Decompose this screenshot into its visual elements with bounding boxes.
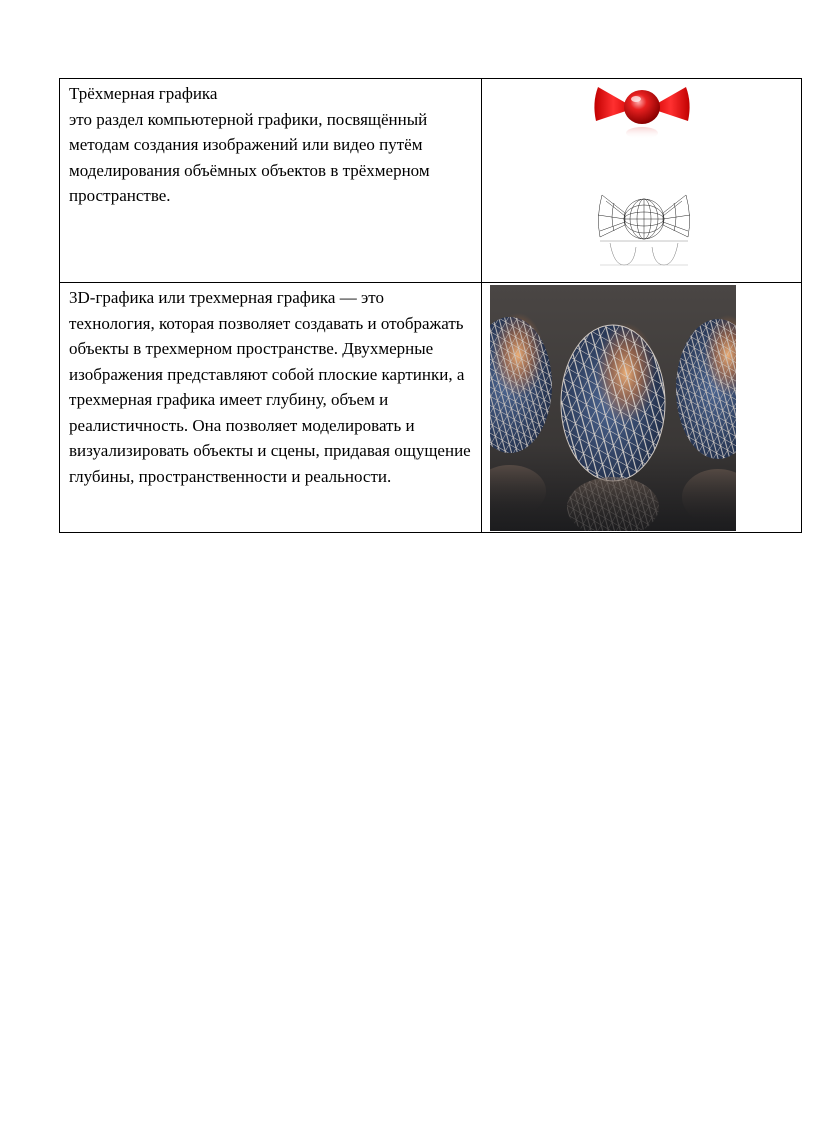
red-candy-image <box>592 81 692 143</box>
wireframe-candy-image <box>596 191 692 271</box>
text-cell <box>60 283 482 533</box>
table-row <box>60 79 802 283</box>
text-cell <box>60 79 482 283</box>
section-body: 3D-графика или трехмерная графика — это технология, которая позволяет создавать и отображать объекты в трехмерном пространстве. Двухмерные изображения представляют собой плоские картинки, а трехмерная графика имеет глубину, объем и реалистичность. Она позволяет моделировать и визуализировать объекты и сцены, придавая ощущение глубины, пространственности и реальности. <box>69 288 471 486</box>
table-row <box>60 283 802 533</box>
image-cell <box>482 283 802 533</box>
content-table <box>59 78 802 533</box>
section-heading: Трёхмерная графика <box>69 84 218 103</box>
section-body: это раздел компьютерной графики, посвящённый методам создания изображений или видео путём моделирования объёмных объектов в трёхмерном пространстве. <box>69 109 430 205</box>
image-cell <box>482 79 802 283</box>
wireframe-eggs-image <box>490 285 736 531</box>
